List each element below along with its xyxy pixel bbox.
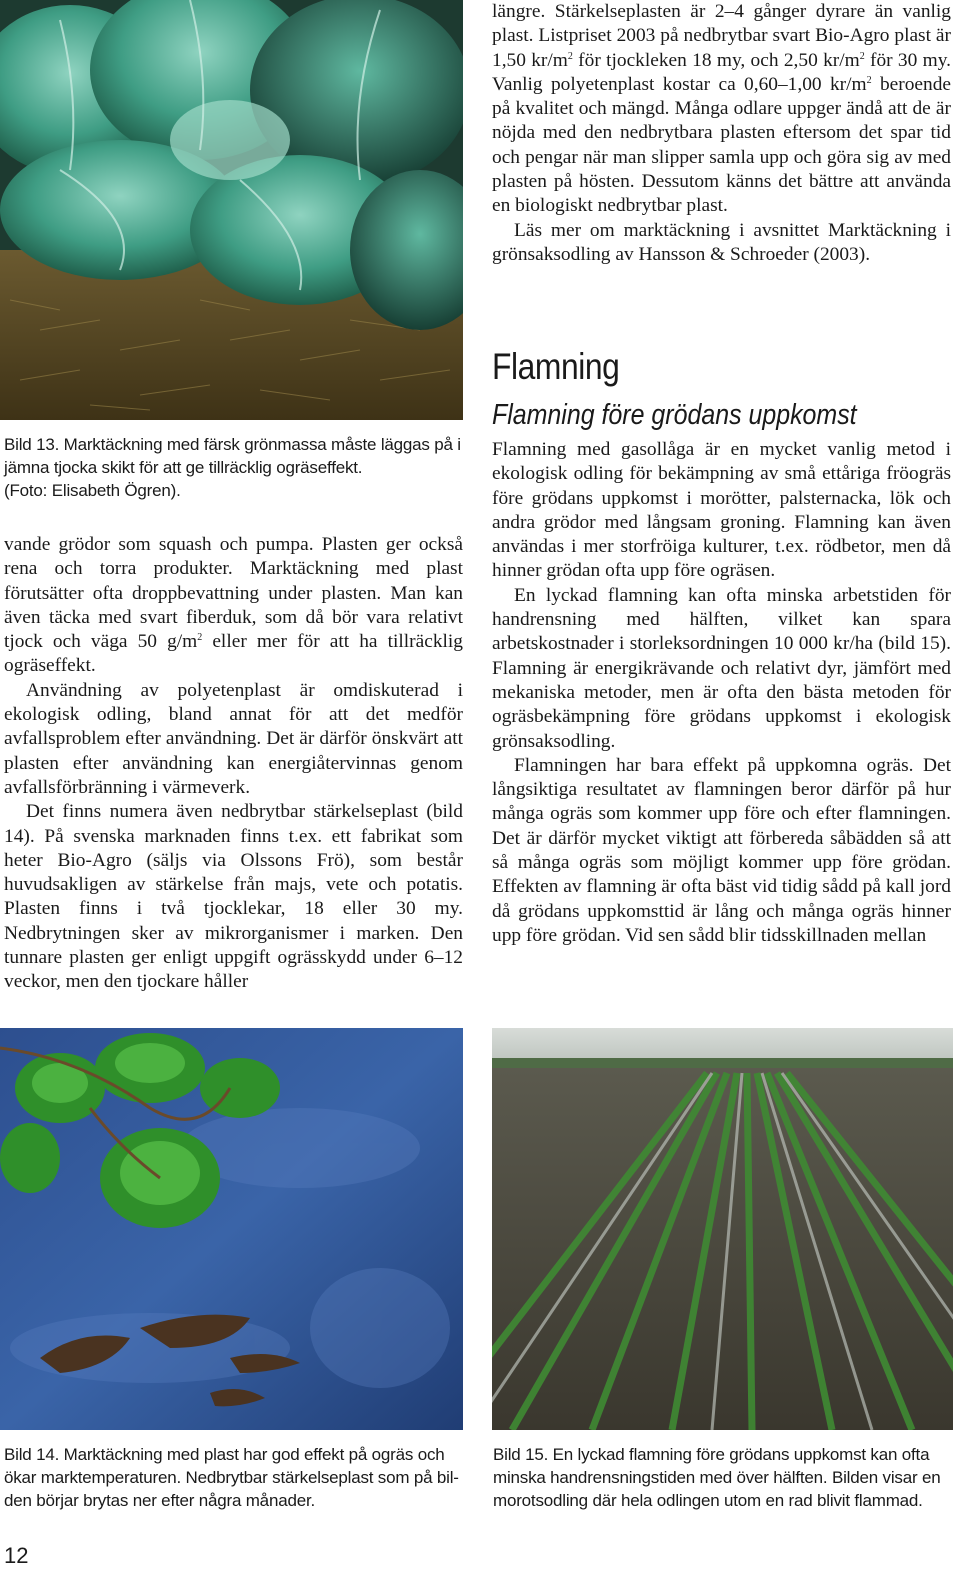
text-run: beroende på kvalitet och mängd. Många odlare uppger ändå att de är nöjda med den nedbrytbara plasten eftersom det spar tid och pengar när man slipper samla upp och göra sig av med plasten på hösten. Dessutom känns det bättre att använda en biologiskt nedbrytbar plast.: [492, 73, 952, 217]
caption-line: minska handrensningstiden med över hälften. Bilden visar en: [493, 1468, 941, 1487]
paragraph: Det finns numera även nedbrytbar stärkelseplast (bild 14). På svenska marknaden finns t.ex. ett fabrikat som heter Bio-Agro (säljs via Olssons Frö), som består huvudsakligen av stärkelse från majs, vete och potatis. Plasten finns i två tjocklekar, 18 eller 30 my. Nedbrytningen sker av mikrorganismer i marken. Den tunnare plasten ger enligt uppgift ogrässkydd under 6–12 veckor, men den tjockare håller: [4, 801, 463, 993]
photo-carrot-field: [492, 1028, 953, 1430]
caption-line: morotsodling där hela odlingen utom en rad blivit flammad.: [493, 1491, 923, 1510]
caption-line: den börjar brytas ner efter några månader.: [4, 1491, 316, 1510]
caption-line: Bild 13. Marktäckning med färsk grönmassa måste läggas på i: [4, 435, 461, 454]
bild15-caption: [493, 1443, 953, 1512]
right-column-text-top: [492, 0, 951, 267]
section-subheading: Flamning före grödans uppkomst: [492, 399, 857, 431]
caption-line: Bild 14. Marktäckning med plast har god effekt på ogräs och: [4, 1445, 445, 1464]
superscript: 2: [859, 50, 865, 62]
superscript: 2: [866, 74, 872, 86]
left-column-text: [4, 533, 463, 995]
caption-line: (Foto: Elisabeth Ögren).: [4, 481, 181, 500]
superscript: 2: [197, 632, 203, 644]
page-number: 12: [4, 1543, 29, 1568]
caption-line: jämna tjocka skikt för att ge tillräcklig ogräseffekt.: [4, 458, 363, 477]
bild13-caption: [4, 433, 464, 502]
caption-line: Bild 15. En lyckad flamning före grödans uppkomst kan ofta: [493, 1445, 930, 1464]
paragraph: [492, 0, 951, 219]
text-run: för 30 my. Vanlig polyetenplast kostar ca 0,60–1,00 kr/m: [492, 49, 951, 95]
photo-strawberry-plastic: [0, 1028, 463, 1430]
paragraph: Läs mer om marktäckning i avsnittet Marktäckning i grönsaksodling av Hansson & Schroeder (2003).: [492, 219, 951, 265]
right-column-text-bottom: [492, 438, 951, 948]
photo-cabbage-mulch: [0, 0, 463, 420]
paragraph: [4, 533, 463, 679]
paragraph: Användning av polyetenplast är omdiskuterad i ekologisk odling, bland annat för att det medför avfallsproblem efter användning. Det är därför önskvärt att plasten efter användning kan energiåtervinnas genom avfallsförbränning i värmeverk.: [4, 679, 463, 798]
section-heading: Flamning: [492, 346, 620, 387]
text-run: vande grödor som squash och pumpa. Plasten ger också rena och torra produkter. Marktäckning med plast förutsätter ofta droppbevattning under plasten. Man kan även täcka med svart fiberduk, som då bör vara relativt tjock och väga 50 g/m: [4, 534, 463, 653]
paragraph: Flamning med gasollåga är en mycket vanlig metod i ekologisk odling för bekämpning av små ettåriga fröogräs före grödans uppkomst i morötter, palsternacka, lök och andra grödor med långsam groning. Flamning kan även användas i mer storfröiga kulturer, t.ex. rödbetor, men då hinner grödan ofta upp före ogräsen.: [492, 439, 951, 582]
superscript: 2: [567, 50, 573, 62]
caption-line: ökar marktemperaturen. Nedbrytbar stärkelseplast som på bil-: [4, 1468, 459, 1487]
text-run: för tjockleken 18 my, och 2,50 kr/m: [572, 49, 860, 71]
text-run: eller mer för att ha tillräcklig ogräseffekt.: [4, 631, 463, 677]
paragraph: Flamningen har bara effekt på uppkomna ogräs. Det långsiktiga resultatet av flamningen beror därför på hur många ogräs som kommer upp före och efter flamningen. Det är därför mycket viktigt att förbereda såbädden så att så många ogräs som möjligt kommer upp före grödan. Effekten av flamning är ofta bäst vid tidig sådd på kall jord då grödans uppkomsttid är lång och många ogräs hinner upp före grödan. Vid sen sådd blir tidsskillnaden mellan: [492, 754, 951, 946]
paragraph: En lyckad flamning kan ofta minska arbetstiden för handrensning med hälften, vilket kan spara arbetskostnader i storleksordningen 10 000 kr/ha (bild 15). Flamning är energikrävande och relativt dyr, jämfört med mekaniska metoder, men är ofta den bästa metoden för ogräsbekämpning före grödans uppkomst i ekologisk grönsaksodling.: [492, 584, 951, 752]
text-run: längre. Stärkelseplasten är 2–4 gånger dyrare än vanlig plast. Listpriset 2003 på nedbrytbar svart Bio-Agro plast är 1,50 kr/m: [492, 1, 951, 71]
bild14-caption: [4, 1443, 464, 1512]
